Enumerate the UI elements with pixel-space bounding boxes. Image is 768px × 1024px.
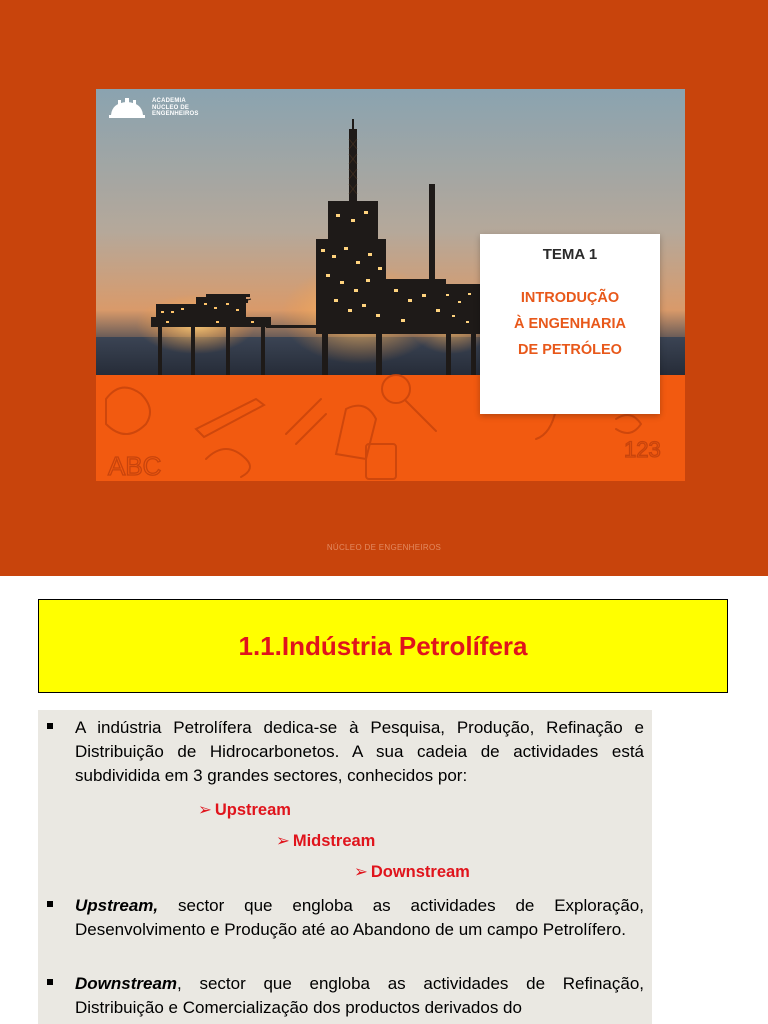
square-bullet-icon (47, 723, 53, 729)
section-heading: 1.1.Indústria Petrolífera (238, 630, 528, 661)
sector-label: Upstream (214, 801, 291, 819)
hard-hat-icon (108, 97, 146, 119)
upstream-desc: sector que engloba as actividades de Exploração, Desenvolvimento e Produção até ao Abandono de um campo Petrolífero. (75, 896, 644, 939)
arrow-bullet-icon: ➢ (276, 832, 290, 850)
sector-upstream (198, 800, 291, 820)
square-bullet-icon (47, 901, 53, 907)
section-heading-box (38, 599, 728, 693)
upstream-term: Upstream, (75, 896, 159, 915)
intro-text: A indústria Petrolífera dedica-se à Pesquisa, Produção, Refinação e Distribuição de Hidrocarbonetos. A sua cadeia de actividades está subdividida em 3 grandes sectores, conhecidos por: (75, 718, 644, 785)
downstream-term: Downstream (75, 974, 178, 993)
footer-text: NÚCLEO DE ENGENHEIROS (326, 543, 442, 552)
theme-label: TEMA 1 (542, 246, 598, 263)
sector-midstream (276, 831, 375, 851)
downstream-desc: , sector que engloba as actividades de Refinação, Distribuição e Comercialização dos productos derivados do (75, 974, 644, 1017)
doodle-123: 123 (624, 437, 661, 462)
content-panel (38, 710, 652, 1024)
hero-image (96, 89, 685, 481)
sector-downstream (354, 862, 470, 882)
upstream-text (75, 894, 644, 942)
sector-label: Midstream (292, 832, 376, 850)
arrow-bullet-icon: ➢ (198, 801, 212, 819)
academy-logo (108, 97, 222, 119)
square-bullet-icon (47, 979, 53, 985)
downstream-text (75, 972, 644, 1020)
arrow-bullet-icon: ➢ (354, 863, 368, 881)
theme-card (480, 234, 660, 414)
theme-title: INTRODUÇÃO À ENGENHARIA DE PETRÓLEO (514, 290, 626, 358)
logo-text: ACADEMIA NÚCLEO DE ENGENHEIROS (152, 98, 199, 118)
doodle-abc: ABC (108, 451, 162, 481)
sector-label: Downstream (370, 863, 470, 881)
